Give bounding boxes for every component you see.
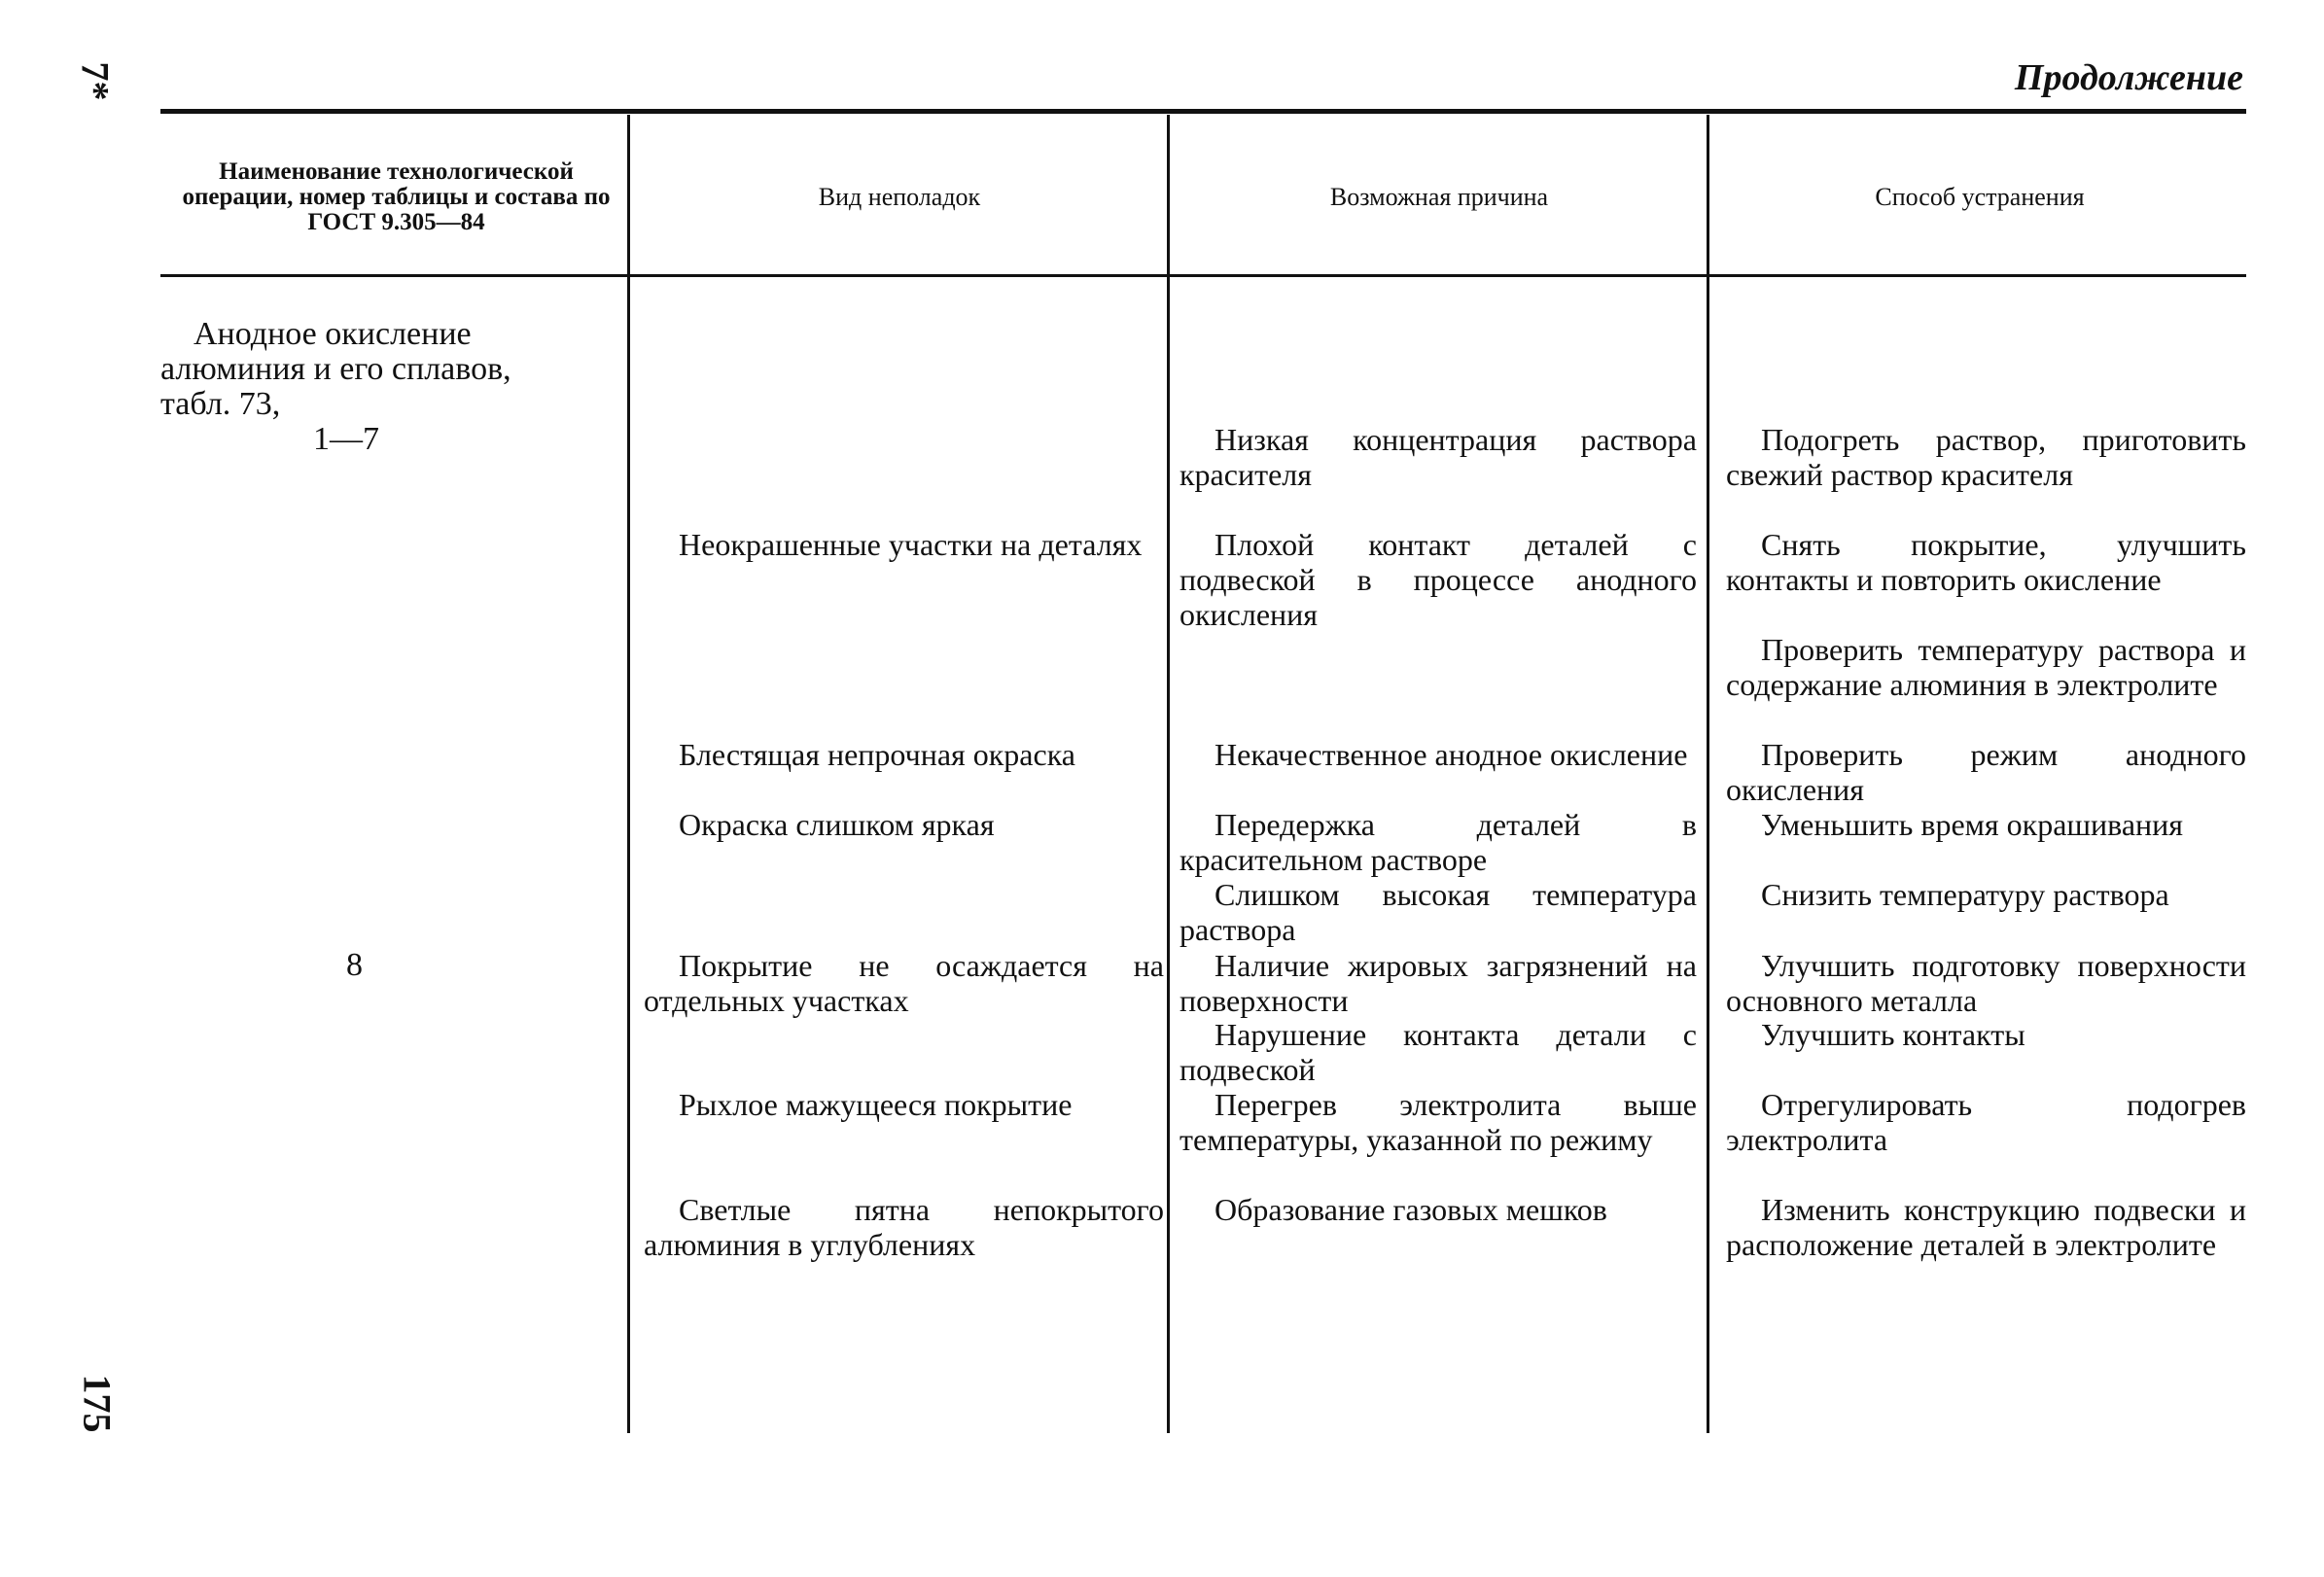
cause-bad-anodizing: Некачественное анодное окисление [1215,737,1688,772]
continuation-label: Продолжение [2014,57,2243,98]
defect-unpainted: Неокрашенные участки на деталях [679,527,1143,562]
header-operation: Наименование технологической операции, номер таблицы и состава по ГОСТ 9.305—84 [182,158,611,236]
defect-bright-spots: Светлые пятна непокрытого алюминия в углублениях [644,1192,1164,1262]
cause-grease: Наличие жировых загрязнений на поверхности [1180,948,1697,1018]
composition-range: 1—7 [313,421,379,457]
cause-contact-broken: Нарушение контакта детали с подвеской [1180,1017,1697,1087]
remedy-adjust-heating: Отрегулировать подогрев электролита [1726,1087,2246,1157]
remedy-heat-solution: Подогреть раствор, приготовить свежий раствор красителя [1726,422,2246,492]
cause-overexposure: Передержка деталей в красительном растворе [1180,807,1697,877]
table-top-rule [160,109,2246,114]
composition-8: 8 [346,947,363,983]
defect-loose-coating: Рыхлое мажущееся покрытие [679,1087,1073,1122]
remedy-check-mode: Проверить режим анодного окисления [1726,737,2246,807]
remedy-redesign-rack: Изменить конструкцию подвески и расположение деталей в электролите [1726,1192,2246,1262]
cause-high-temperature: Слишком высокая температура раствора [1180,877,1697,947]
remedy-reduce-time: Уменьшить время окрашивания [1761,807,2184,842]
cause-low-concentration: Низкая концентрация раствора красителя [1180,422,1697,492]
operation-name: Анодное окисление алюминия и его сплавов, табл. 73, [160,316,511,422]
column-divider-2 [1167,115,1170,1433]
cause-poor-contact: Плохой контакт деталей с подвеской в процессе анодного окисления [1180,527,1697,632]
page-number: 175 [75,1374,120,1433]
column-divider-3 [1707,115,1709,1433]
remedy-surface-prep: Улучшить подготовку поверхности основного металла [1726,948,2246,1018]
defect-no-deposit: Покрытие не осаждается на отдельных участках [644,948,1164,1018]
column-divider-1 [627,115,630,1433]
defect-glossy: Блестящая непрочная окраска [679,737,1075,772]
header-defect-type: Вид неполадок [818,183,981,212]
remedy-improve-contacts: Улучшить контакты [1761,1017,2025,1052]
header-possible-cause: Возможная причина [1329,183,1549,212]
remedy-lower-temperature: Снизить температуру раствора [1761,877,2169,912]
header-remedy: Способ устранения [1875,183,2085,212]
defect-too-bright: Окраска слишком яркая [679,807,995,842]
corner-mark: 7* [73,61,118,101]
remedy-strip-coating: Снять покрытие, улучшить контакты и повторить окисление [1726,527,2246,597]
cause-overheating: Перегрев электролита выше температуры, указанной по режиму [1180,1087,1697,1157]
remedy-check-temperature: Проверить температуру раствора и содержание алюминия в электролите [1726,632,2246,702]
cause-gas-pockets: Образование газовых мешков [1215,1192,1607,1227]
header-bottom-rule [160,274,2246,277]
